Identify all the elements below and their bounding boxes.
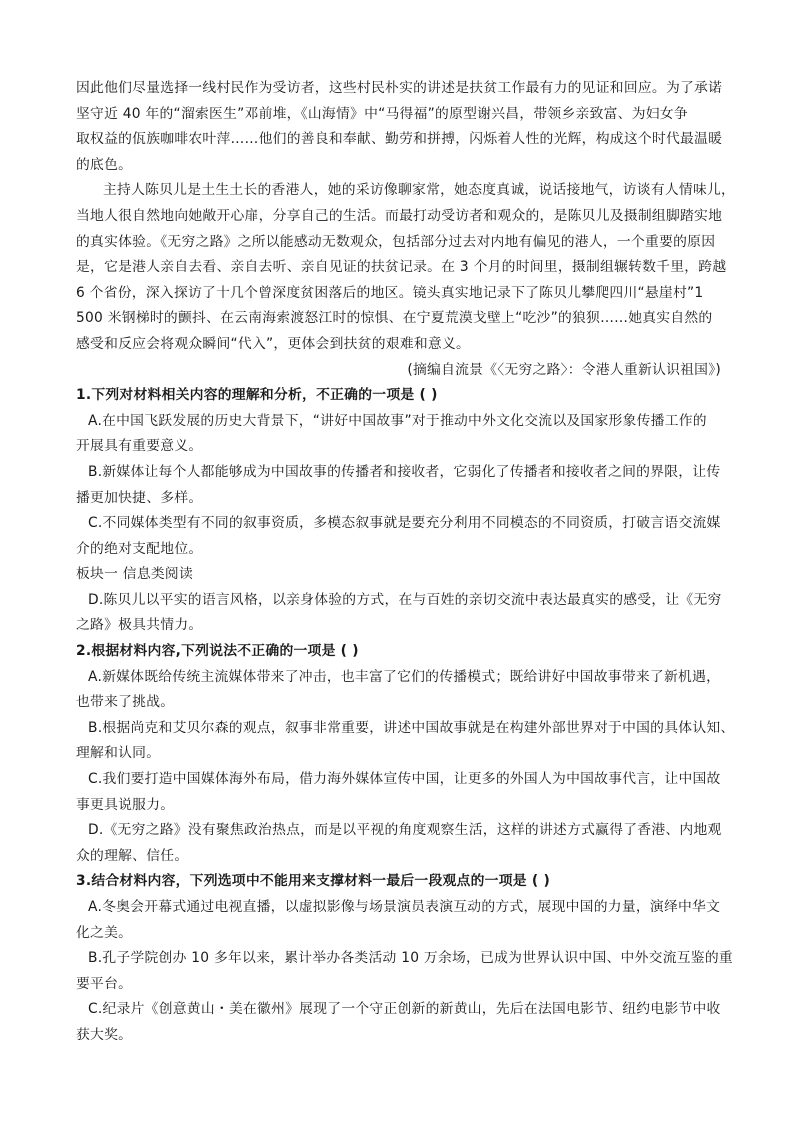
option-a-cont: 化之美。 <box>76 924 133 941</box>
paragraph-2 <box>76 178 736 357</box>
paragraph-1 <box>76 76 721 178</box>
text-line: 取权益的佤族咖啡农叶萍……他们的善良和奉献、勤劳和拼搏，闪烁着人性的光辉，构成这个时代最温暖 <box>76 131 723 148</box>
option-c: C.不同媒体类型有不同的叙事资质，多模态叙事就是要充分利用不同模态的不同资质，打破言语交流媒 <box>88 515 721 532</box>
option-c: C.纪录片《创意黄山・美在徽州》展现了一个守正创新的新黄山，先后在法国电影节、纽约电影节中收 <box>88 1001 721 1018</box>
question-1 <box>76 383 721 639</box>
option-c: C.我们要打造中国媒体海外布局，借力海外媒体宣传中国，让更多的外国人为中国故事代言，让中国故 <box>88 771 721 788</box>
option-a-cont: 开展具有重要意义。 <box>76 438 203 455</box>
option-d: D.《无穷之路》没有聚焦政治热点，而是以平视的角度观察生活，这样的讲述方式赢得了香港、内地观 <box>88 822 722 839</box>
option-a: A.冬奥会开幕式通过电视直播，以虚拟影像与场景演员表演互动的方式，展现中国的力量，演绎中华文 <box>88 899 721 915</box>
text-line: 当地人很自然地向她敞开心扉，分享自己的生活。而最打动受访者和观众的，是陈贝儿及摄制组脚踏实地 <box>76 207 723 224</box>
text-line: 感受和反应会将观众瞬间“代入”，更体会到扶贫的艰难和意义。 <box>76 335 471 352</box>
section-label: 板块一 信息类阅读 <box>76 566 194 583</box>
option-c-cont: 事更具说服力。 <box>76 796 175 813</box>
text-line: 因此他们尽量选择一线村民作为受访者，这些村民朴实的讲述是扶贫工作最有力的见证和回应。为了承诺 <box>76 80 723 96</box>
text-line: 的真实体验。《无穷之路》之所以能感动无数观众，包括部分过去对内地有偏见的港人，一个重要的原因 <box>76 233 716 250</box>
document-page <box>76 76 736 1049</box>
text-line: 500 米钢梯时的颤抖、在云南海索渡怒江时的惊惧、在宁夏荒漠戈壁上“吃沙”的狼狈……她真实自然的 <box>76 310 713 327</box>
option-a-cont: 也带来了挑战。 <box>76 694 175 711</box>
option-b: B.孔子学院创办 10 多年以来，累计举办各类活动 10 万余场，已成为世界认识中国、中外交流互鉴的重 <box>88 950 733 967</box>
text-line: 坚守近 40 年的“溜索医生”邓前堆，《山海情》中“马得福”的原型谢兴昌，带领乡亲致富、为妇女争 <box>76 105 688 122</box>
question-stem: 3.结合材料内容，下列选项中不能用来支撑材料一最后一段观点的一项是 ( ) <box>76 873 551 890</box>
option-b-cont: 播更加快捷、多样。 <box>76 489 203 506</box>
option-a: A.新媒体既给传统主流媒体带来了冲击，也丰富了它们的传播模式；既给讲好中国故事带来了新机遇， <box>88 668 721 685</box>
text-line: 6 个省份，深入探访了十几个曾深度贫困落后的地区。镜头真实地记录下了陈贝儿攀爬四川“悬崖村”1 <box>76 284 704 301</box>
text-line: 主持人陈贝儿是土生土长的香港人，她的采访像聊家常，她态度真诚，说话接地气，访谈有人情味儿， <box>103 182 736 199</box>
question-stem: 1.下列对材料相关内容的理解和分析，不正确的一项是 ( ) <box>76 387 438 404</box>
option-c-cont: 介的绝对支配地位。 <box>76 540 203 557</box>
text-line: 的底色。 <box>76 156 133 173</box>
option-b: B.根据尚克和艾贝尔森的观点，叙事非常重要，讲述中国故事就是在构建外部世界对于中国的具体认知、 <box>88 719 735 736</box>
question-2 <box>76 639 735 869</box>
option-d: D.陈贝儿以平实的语言风格，以亲身体验的方式，在与百姓的亲切交流中表达最真实的感受，让《无穷 <box>88 591 722 608</box>
source-citation: (摘编自流景《〈无穷之路〉：令港人重新认识祖国》) <box>407 361 721 378</box>
option-b-cont: 理解和认同。 <box>76 745 161 762</box>
question-3 <box>76 869 733 1048</box>
option-c-cont: 获大奖。 <box>76 1026 133 1043</box>
option-b: B.新媒体让每个人都能够成为中国故事的传播者和接收者，它弱化了传播者和接收者之间的界限，让传 <box>88 463 721 480</box>
question-stem: 2.根据材料内容,下列说法不正确的一项是 ( ) <box>76 643 359 660</box>
option-b-cont: 要平台。 <box>76 975 133 992</box>
option-a: A.在中国飞跃发展的历史大背景下，“讲好中国故事”对于推动中外文化交流以及国家形象传播工作的 <box>88 412 707 429</box>
option-d-cont: 众的理解、信任。 <box>76 847 189 864</box>
option-d-cont: 之路》极具共情力。 <box>76 617 203 634</box>
text-line: 是，它是港人亲自去看、亲自去听、亲自见证的扶贫记录。在 3 个月的时间里，摄制组辗转数千里，跨越 <box>76 259 727 276</box>
